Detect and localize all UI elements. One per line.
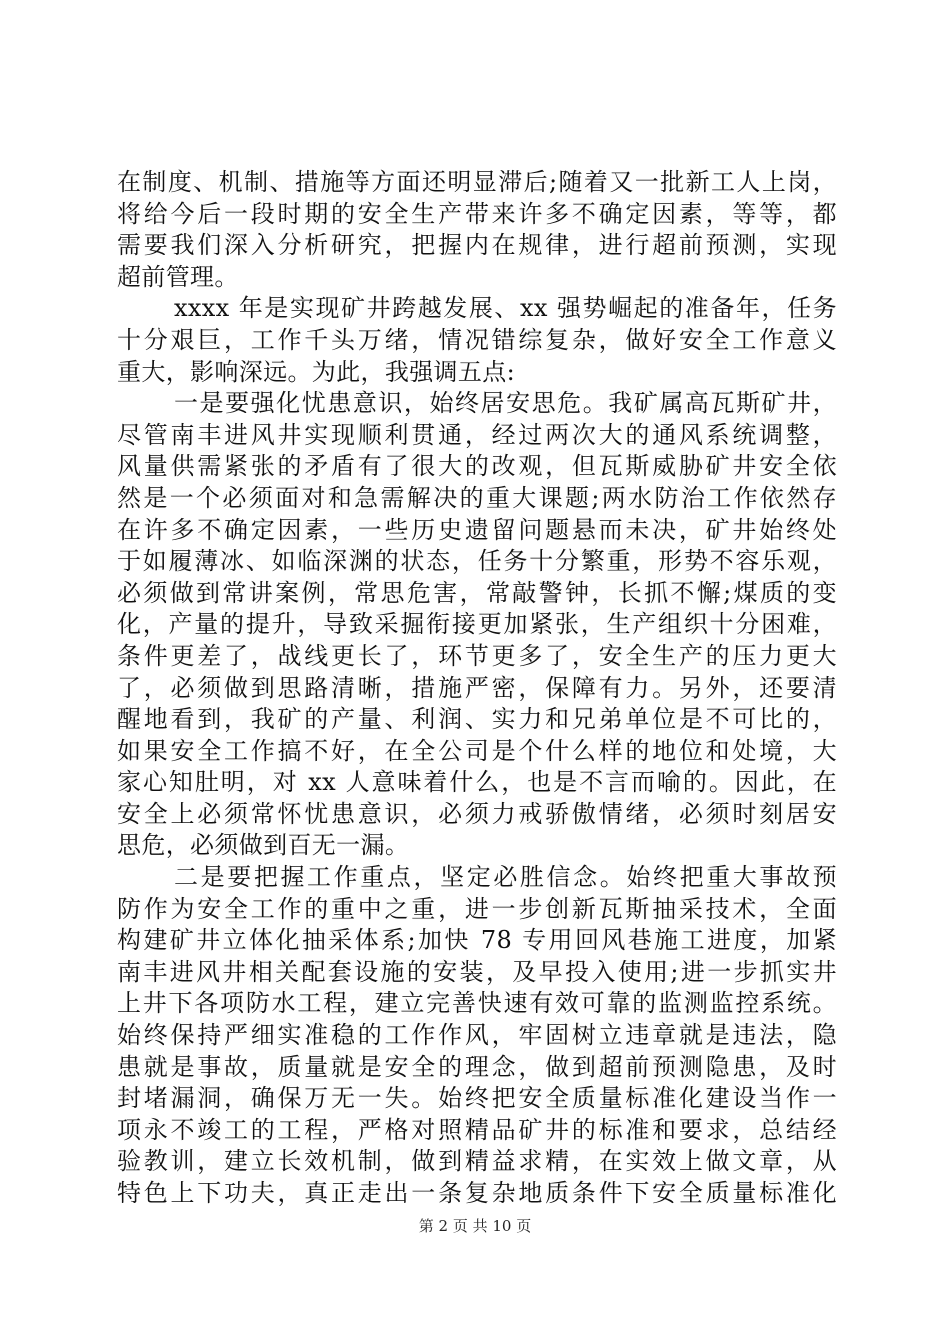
text-line: 验教训，建立长效机制，做到精益求精，在实效上做文章，从 <box>117 1147 837 1176</box>
paragraph-start-line: 一是要强化忧患意识，始终居安思危。我矿属高瓦斯矿井， <box>174 389 837 418</box>
text-line: 然是一个必须面对和急需解决的重大课题;两水防治工作依然存 <box>117 483 837 512</box>
text-line: 始终保持严细实准稳的工作作风，牢固树立违章就是违法，隐 <box>117 1021 837 1050</box>
text-line: 十分艰巨，工作千头万绪，情况错综复杂，做好安全工作意义 <box>117 325 837 354</box>
document-body <box>117 167 837 1210</box>
text-line: 风量供需紧张的矛盾有了很大的改观，但瓦斯威胁矿井安全依 <box>117 452 837 481</box>
text-line: 将给今后一段时期的安全生产带来许多不确定因素，等等，都 <box>117 199 837 228</box>
text-line: 家心知肚明，对 xx 人意味着什么，也是不言而喻的。因此，在 <box>117 768 837 797</box>
page-number-footer: 第 2 页 共 10 页 <box>418 1217 532 1235</box>
text-line: 尽管南丰进风井实现顺利贯通，经过两次大的通风系统调整， <box>117 420 837 449</box>
text-line: 患就是事故，质量就是安全的理念，做到超前预测隐患，及时 <box>117 1052 837 1081</box>
text-line: 必须做到常讲案例，常思危害，常敲警钟，长抓不懈;煤质的变 <box>117 578 837 607</box>
text-line: 在许多不确定因素，一些历史遗留问题悬而未决，矿井始终处 <box>117 515 837 544</box>
text-line: 上井下各项防水工程，建立完善快速有效可靠的监测监控系统。 <box>117 989 837 1018</box>
text-line: 在制度、机制、措施等方面还明显滞后;随着又一批新工人上岗， <box>117 168 837 196</box>
text-line: 重大，影响深远。为此，我强调五点: <box>117 357 516 386</box>
paragraph-start-line: 二是要把握工作重点，坚定必胜信念。始终把重大事故预 <box>174 863 837 892</box>
text-line: 项永不竣工的工程，严格对照精品矿井的标准和要求，总结经 <box>117 1115 837 1144</box>
text-line: 需要我们深入分析研究，把握内在规律，进行超前预测，实现 <box>117 231 837 260</box>
text-line: 封堵漏洞，确保万无一失。始终把安全质量标准化建设当作一 <box>117 1084 837 1113</box>
text-line: 超前管理。 <box>117 262 239 291</box>
text-line: 条件更差了，战线更长了，环节更多了，安全生产的压力更大 <box>117 641 837 670</box>
text-line: 了，必须做到思路清晰，措施严密，保障有力。另外，还要清 <box>117 673 837 702</box>
text-line: 思危，必须做到百无一漏。 <box>117 831 410 860</box>
text-line: 化，产量的提升，导致采掘衔接更加紧张，生产组织十分困难， <box>117 610 837 639</box>
paragraph-start-line: xxxx 年是实现矿井跨越发展、xx 强势崛起的准备年，任务 <box>174 294 837 323</box>
text-line: 构建矿井立体化抽采体系;加快 78 专用回风巷施工进度，加紧 <box>117 926 837 955</box>
text-line: 防作为安全工作的重中之重，进一步创新瓦斯抽采技术，全面 <box>117 894 837 923</box>
text-line: 安全上必须常怀忧患意识，必须力戒骄傲情绪，必须时刻居安 <box>117 799 837 828</box>
text-line: 如果安全工作搞不好，在全公司是个什么样的地位和处境，大 <box>117 736 837 765</box>
text-line: 醒地看到，我矿的产量、利润、实力和兄弟单位是不可比的， <box>117 705 837 734</box>
text-line: 南丰进风井相关配套设施的安装，及早投入使用;进一步抓实井 <box>117 957 837 986</box>
text-line: 特色上下功夫，真正走出一条复杂地质条件下安全质量标准化 <box>117 1179 837 1207</box>
text-line: 于如履薄冰、如临深渊的状态，任务十分繁重，形势不容乐观， <box>117 547 837 576</box>
